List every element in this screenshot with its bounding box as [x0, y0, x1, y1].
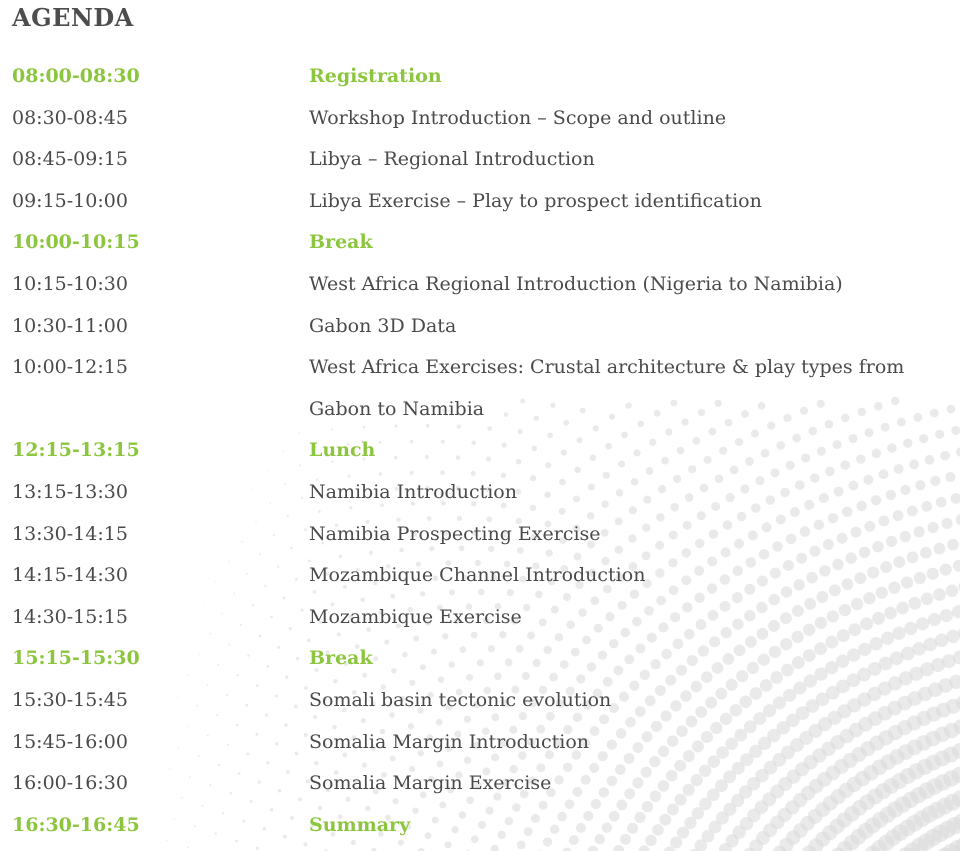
agenda-time: 10:00-12:15 [12, 356, 128, 379]
agenda-item: Somali basin tectonic evolution [309, 688, 612, 711]
agenda-time: 12:15-13:15 [12, 439, 140, 462]
agenda-item: Gabon 3D Data [309, 314, 457, 337]
agenda-item: Libya Exercise – Play to prospect identification [309, 189, 762, 212]
agenda-row-highlight [0, 430, 960, 472]
agenda-row [0, 98, 960, 140]
agenda-time: 16:00-16:30 [12, 772, 128, 795]
agenda-item: Break [309, 647, 373, 670]
agenda-time: 14:30-15:15 [12, 605, 128, 628]
agenda-item: Summary [309, 813, 411, 836]
agenda-row [0, 347, 960, 430]
agenda-row [0, 597, 960, 639]
agenda-item: Namibia Introduction [309, 480, 517, 503]
agenda-item: Registration [309, 65, 442, 87]
agenda-time: 13:15-13:30 [12, 480, 128, 503]
agenda-table [0, 56, 960, 846]
agenda-time: 08:30-08:45 [12, 106, 128, 129]
agenda-time: 10:30-11:00 [12, 314, 128, 337]
background-dot [187, 846, 189, 848]
agenda-row [0, 181, 960, 223]
background-dot [588, 846, 598, 851]
agenda-item: Workshop Introduction – Scope and outline [309, 106, 727, 129]
agenda-row [0, 514, 960, 556]
agenda-item: Lunch [309, 439, 376, 462]
agenda-item: Libya – Regional Introduction [309, 148, 595, 171]
agenda-row-highlight [0, 56, 960, 98]
agenda-item: Somalia Margin Exercise [309, 772, 552, 795]
agenda-row-highlight [0, 222, 960, 264]
agenda-item: Namibia Prospecting Exercise [309, 522, 601, 545]
background-dot [562, 848, 572, 851]
agenda-time: 08:45-09:15 [12, 148, 128, 171]
agenda-row-highlight [0, 638, 960, 680]
page-title: AGENDA [12, 3, 134, 32]
agenda-row [0, 763, 960, 805]
agenda-row [0, 139, 960, 181]
agenda-time: 08:00-08:30 [12, 65, 140, 87]
agenda-time: 15:30-15:45 [12, 688, 128, 711]
agenda-time: 09:15-10:00 [12, 189, 128, 212]
agenda-time: 14:15-14:30 [12, 564, 128, 587]
agenda-row [0, 555, 960, 597]
agenda-item: Mozambique Channel Introduction [309, 564, 646, 587]
agenda-time: 16:30-16:45 [12, 813, 140, 836]
agenda-item: Break [309, 231, 373, 254]
agenda-row [0, 264, 960, 306]
agenda-time: 10:15-10:30 [12, 272, 128, 295]
agenda-row-highlight [0, 805, 960, 847]
background-dot [256, 847, 259, 850]
agenda-time: 10:00-10:15 [12, 231, 140, 254]
agenda-row [0, 306, 960, 348]
agenda-item: Mozambique Exercise [309, 605, 522, 628]
agenda-item: West Africa Regional Introduction (Nigeria to Namibia) [309, 272, 843, 295]
agenda-time: 15:45-16:00 [12, 730, 128, 753]
agenda-row [0, 680, 960, 722]
agenda-time: 15:15-15:30 [12, 647, 140, 670]
agenda-item: Somalia Margin Introduction [309, 730, 590, 753]
agenda-time: 13:30-14:15 [12, 522, 128, 545]
agenda-row [0, 472, 960, 514]
agenda-row [0, 722, 960, 764]
agenda-item: West Africa Exercises: Crustal architecture & play types from Gabon to Namibia [309, 356, 905, 420]
